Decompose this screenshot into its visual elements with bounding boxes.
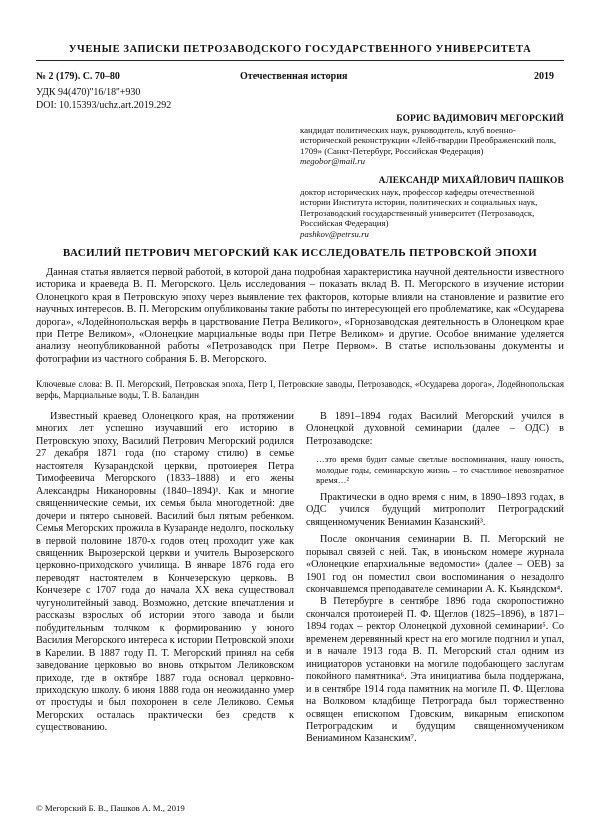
body-paragraph: В 1891–1894 годах Василий Мегорский учился в Олонецкой духовной семинарии (далее – ОДС) в Петрозаводске:: [306, 411, 564, 447]
keywords-label: Ключевые слова:: [36, 379, 103, 389]
body-paragraph: После окончания семинарии В. П. Мегорский не порывал связей с ней. Так, в июньском номере журнала «Олонецкие епархиальные ведомости» (далее – ОЕВ) за 1901 год он поместил свои воспоминания о незадолго скончавшемся преподавателе семинарии А. К. Кьяндском⁴.: [306, 534, 564, 596]
keywords-list: В. П. Мегорский, Петровская эпоха, Петр I, Петровские заводы, Петрозаводск, «Осударева дорога», Лодейнопольская верфь, Марциальные воды, Т. В. Баландин: [36, 379, 564, 400]
author-affiliation: доктор исторических наук, профессор кафедры отечественной истории Института истории, политических и социальных наук, Петрозаводский государственный университет (Петрозаводск, Российская Федерация): [300, 186, 538, 229]
author-email[interactable]: pashkov@petrsu.ru: [300, 228, 369, 239]
body-paragraph: Практически в одно время с ним, в 1890–1893 годах, в ОДС учился будущий митрополит Петроградский священномученик Вениамин Казанский³.: [306, 491, 564, 528]
copyright: © Мегорский Б. В., Пашков А. М., 2019: [36, 803, 185, 813]
author-block-2: [300, 176, 564, 240]
keywords: [36, 379, 564, 401]
issue-info: № 2 (179). С. 70–80: [36, 71, 120, 82]
doi[interactable]: DOI: 10.15393/uchz.art.2019.292: [36, 100, 172, 111]
quote: …это время будит самые светлые воспоминания, нашу юность, молодые годы, семинарскую жизнь – то счастливое невозвратное время…²: [316, 454, 564, 486]
journal-title: УЧЕНЫЕ ЗАПИСКИ ПЕТРОЗАВОДСКОГО ГОСУДАРСТВЕННОГО УНИВЕРСИТЕТА: [68, 44, 532, 55]
author-affiliation: кандидат политических наук, руководитель, клуб военно-исторической реконструкции «Лейб-гвардии Преображенский полк, 1709» (Санкт-Петербург, Российская Федерация): [300, 124, 557, 156]
abstract: Данная статья является первой работой, в которой дана подробная характеристика научной деятельности известного историка и краеведа В. П. Мегорского. Цель исследования – показать вклад В. П. Мегорского в изучение истории Олонецкого края в Петровскую эпоху через выявление тех факторов, которые влияли на становление и развитие его научных интересов. В. П. Мегорским опубликованы такие работы по интересующей его проблематике, как «Осударева дорога», «Лодейнопольская верфь в царствование Петра Великого», «Горнозаводская деятельность в Олонецком крае при Петре Великом», «Олонецкие марциальные воды при Петре Великом» и другие. Особое внимание уделяется анализу неопубликованной работы «Петрозаводск при Петре Первом». В статье использованы документы и фотографии из частного собрания Б. В. Мегорского.: [36, 267, 564, 365]
left-column: [36, 411, 294, 735]
body-paragraph: Известный краевед Олонецкого края, на протяжении многих лет успешно изучавший его историю в Петровскую эпоху, Василий Петрович Мегорский родился 27 декабря 1871 года (по старому стилю) в семье настоятеля Кузарандской церкви, протоиерея Петра Тимофеевича Мегорского (1833–1888) и его жены Александры Никаноровны (1840–1894)¹. Как и многие священнические семьи, их семья была многодетной: две дочери и пятеро сыновей. Василий был пятым ребенком. Семья Мегорских прожила в Кузаранде недолго, поскольку в первой половине 1870-х годов отец проходит уже как священник Вырозерской церкви и учитель Вырозерского церковно-приходского училища. В январе 1876 года его переводят настоятелем в Кончезерскую церковь. В Кончезере с 1707 года до начала XX века существовал чугунолитейный завод. Возможно, детские впечатления и рассказы взрослых об истории этого завода и были побудительным толчком к формированию у юного Василия Мегорского интереса к истории Петровской эпохи в Карелии. В 1887 году П. Т. Мегорский принял на себя заведование церковью во вновь открытом Леликовском приходе, где в октябре 1887 года основал церковно-приходскую школу. 6 июня 1888 года он неожиданно умер от простуды и был похоронен в селе Леликово. Семья Мегорских осталась практически без средств к существованию.: [36, 411, 294, 734]
author-name: АЛЕКСАНДР МИХАЙЛОВИЧ ПАШКОВ: [378, 176, 564, 186]
year: 2019: [534, 71, 554, 82]
article-title: ВАСИЛИЙ ПЕТРОВИЧ МЕГОРСКИЙ КАК ИССЛЕДОВАТЕЛЬ ПЕТРОВСКОЙ ЭПОХИ: [62, 247, 538, 259]
header-divider: [36, 60, 564, 61]
author-block-1: [300, 114, 564, 167]
right-column: [306, 411, 564, 746]
udk-code: УДК 94(470)''16/18''+930: [36, 87, 141, 98]
body-paragraph: В Петербурге в сентябре 1896 года скоропостижно скончался протоиерей П. Ф. Щеглов (1825–1896), в 1871–1894 годах – ректор Олонецкой духовной семинарии⁵. Со временем деревянный крест на его могиле подгнил и упал, и в начале 1913 года В. П. Мегорский стал одним из инициаторов установки на могиле подобающего заслугам покойного памятника⁶. Эта инициатива была поддержана, и в сентябре 1914 года памятник на могиле П. Ф. Щеглова на Волковом кладбище Петрограда был торжественно освящен епископом Гдовским, викарным епископом Петроградским и будущим священномучеником Вениамином Казанским⁷.: [306, 596, 564, 745]
section-name: Отечественная история: [240, 71, 348, 82]
author-name: БОРИС ВАДИМОВИЧ МЕГОРСКИЙ: [396, 114, 564, 124]
author-email[interactable]: megobor@mail.ru: [300, 156, 366, 167]
